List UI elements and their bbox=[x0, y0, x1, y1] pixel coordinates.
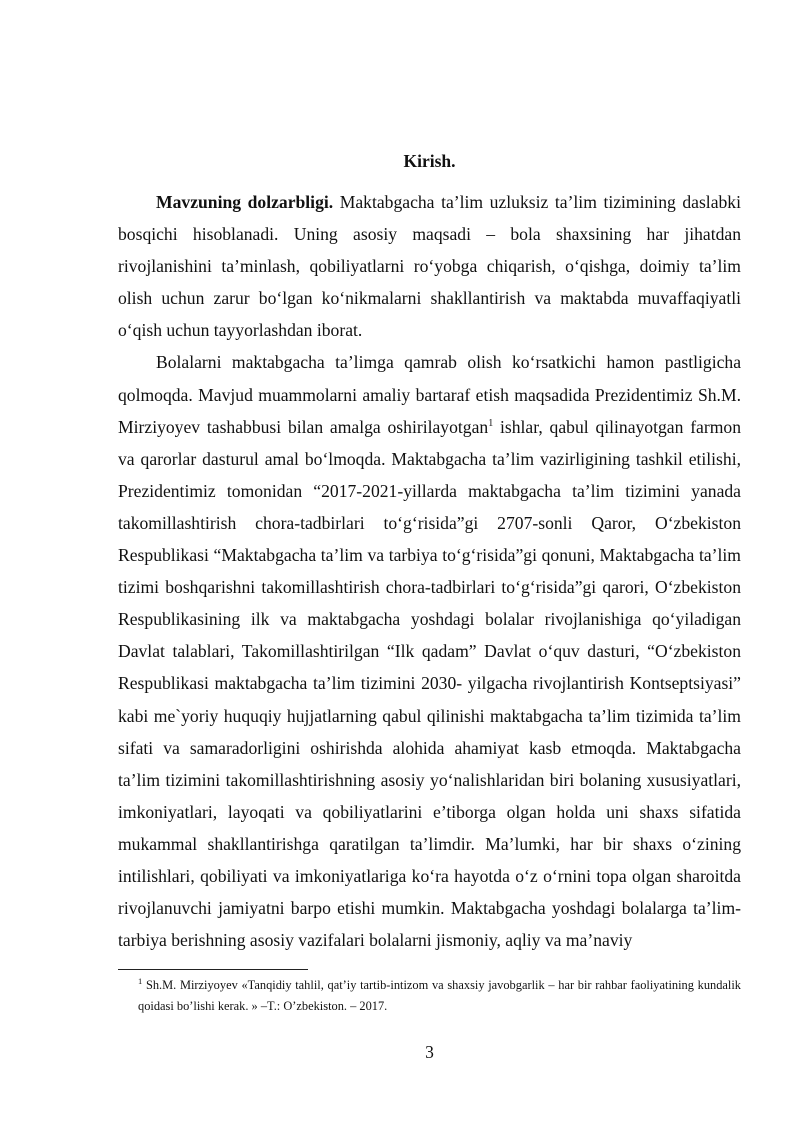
footnote-reference[interactable]: 1 bbox=[488, 417, 494, 429]
section-heading: Kirish. bbox=[403, 151, 456, 171]
footnote bbox=[138, 975, 741, 1017]
paragraph-text: Maktabgacha ta’lim uzluksiz ta’lim tizimining daslabki bosqichi hisoblanadi. Uning asosiy maqsadi – bola shaxsining har jihatdan rivojlanishini ta’minlash, qobiliyatlarni ro‘yobga chiqarish, o‘qishga, doimiy ta’lim olish uchun zarur bo‘lgan ko‘nikmalarni shakllantirish va maktabda muvaffaqiyatli o‘qish uchun tayyorlashdan iborat. bbox=[118, 192, 741, 341]
footnote-text: Sh.M. Mirziyoyev «Tanqidiy tahlil, qat’iy tartib-intizom va shaxsiy javobgarlik – har bir rahbar faoliyatining kundalik qoidasi bo’lishi kerak. » –T.: O’zbekiston. – 2017. bbox=[138, 978, 741, 1013]
paragraph-lead: Mavzuning dolzarbligi. bbox=[156, 192, 334, 212]
paragraph-coverage bbox=[118, 346, 741, 956]
paragraph-relevance bbox=[118, 186, 741, 346]
footnote-marker: 1 bbox=[138, 975, 143, 986]
footnote-separator bbox=[118, 969, 308, 970]
page-number: 3 bbox=[425, 1042, 434, 1062]
paragraph-text-before-ref: Bolalarni maktabgacha ta’limga qamrab olish ko‘rsatkichi hamon pastligicha qolmoqda. Mavjud muammolarni amaliy bartaraf etish maqsadida Prezidentimiz Sh.M. Mirziyoyev tashabbusi bilan amalga oshirilayotgan bbox=[118, 352, 741, 437]
paragraph-text-after-ref: ishlar, qabul qilinayotgan farmon va qarorlar dasturul amal bo‘lmoqda. Maktabgacha ta’lim vazirligining tashkil etilishi, Prezidentimiz tomonidan “2017-2021-yillarda maktabgacha ta’lim tizimini yanada takomillashtirish chora-tadbirlari to‘g‘risida”gi 2707-sonli Qaror, O‘zbekiston Respublikasi “Maktabgacha ta’lim va tarbiya to‘g‘risida”gi qonuni, Maktabgacha ta’lim tizimi boshqarishni takomillashtirish chora-tadbirlari to‘g‘risida”gi qarori, O‘zbekiston Respublikasining ilk va maktabgacha yoshdagi bolalar rivojlanishiga qo‘yiladigan Davlat talablari, Takomillashtirilgan “Ilk qadam” Davlat o‘quv dasturi, “O‘zbekiston Respublikasi maktabgacha ta’lim tizimini 2030- yilgacha rivojlantirish Kontseptsiyasi” kabi me`yoriy huquqiy hujjatlarning qabul qilinishi maktabgacha ta’lim tizimida ta’lim sifati va samaradorligini oshirishda alohida ahamiyat kasb etmoqda. Maktabgacha ta’lim tizimini takomillashtirishning asosiy yo‘nalishlaridan biri bolaning xususiyatlari, imkoniyatlari, layoqati va qobiliyatlarini e’tiborga olgan holda uni shaxs sifatida mukammal shakllantirishga qaratilgan ta’limdir. Ma’lumki, har bir shaxs o‘zining intilishlari, qobiliyati va imkoniyatlariga ko‘ra hayotda o‘z o‘rnini topa olgan sharoitda rivojlanuvchi jamiyatni barpo etishi mumkin. Maktabgacha yoshdagi bolalarga ta’lim-tarbiya berishning asosiy vazifalari bolalarni jismoniy, aqliy va ma’naviy bbox=[118, 416, 741, 951]
body-text bbox=[118, 186, 741, 956]
